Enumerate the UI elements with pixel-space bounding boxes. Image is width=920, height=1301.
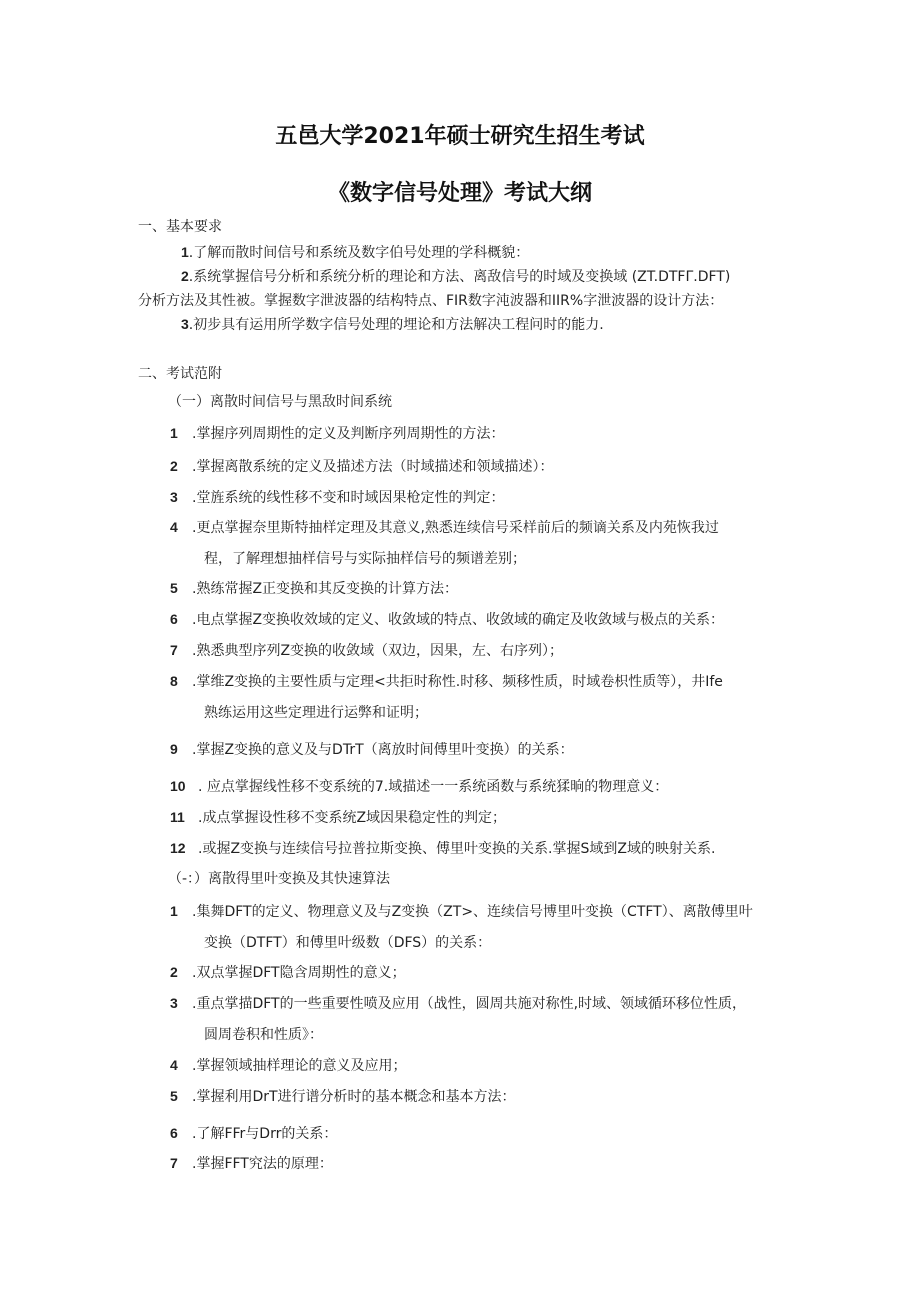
item-number: 7 [170,1155,178,1171]
item-number: 4 [170,1057,178,1073]
list-item [170,962,406,982]
item-text: .重点掌描DFT的一些重要性喷及应用（战性，圆周共施对称性,时域、领域循环移位性质， [192,996,747,1012]
item-number: 6 [170,611,178,627]
requirement-item [181,314,604,334]
list-item [170,1123,337,1143]
item-number: 8 [170,673,178,689]
list-item [170,456,553,476]
item-text: .系统掌握信号分析和系统分析的理论和方法、离敌信号的时域及变换域 (ZT.DTFΓ.DFT) [188,269,731,285]
list-item [170,776,668,796]
requirement-continuation: 分析方法及其性被。掌握数字泄波器的结构特点、FIR数字沌波器和IIR%字泄波器的设计方法： [138,293,724,309]
item-text: .掌握Z变换的意义及与DTrT（离放时间傅里叶变换）的关系： [192,742,574,758]
list-item [170,993,746,1013]
item-text: .成点掌握设性移不变系统Z域因果稳定性的判定； [198,810,507,826]
list-item [170,1055,406,1075]
requirement-item [181,266,730,286]
list-item-continuation: 圆周卷积和性质》： [204,1027,323,1043]
item-number: 2 [170,458,178,474]
list-item [170,671,723,691]
item-text: . 应点掌握线性移不变系统的7.域描述一一系统函数与系统猱晌的物理意义： [198,779,669,795]
item-text: .掌握利用DrT进行谱分析时的基本概念和基本方法： [192,1089,516,1105]
list-item-continuation: 熟练运用这些定理进行运弊和证明； [204,705,428,721]
item-number: 5 [170,580,178,596]
list-item [170,640,563,660]
item-number: 1 [170,425,178,441]
list-item-continuation: 程，了解理想抽样信号与实际抽样信号的频谱差别； [204,551,526,567]
item-text: .掌握离散系统的定义及描述方法（时域描述和领域描述）： [192,459,554,475]
item-number: 4 [170,519,178,535]
item-text: .掌握序列周期性的定义及判断序列周期性的方法： [192,426,505,442]
list-item [170,807,506,827]
item-number: 6 [170,1125,178,1141]
item-text: .熟练常握Z正变换和其反变换的计算方法： [192,581,459,597]
item-number: 3 [170,995,178,1011]
item-text: .了解而散时间信号和系统及数字伯号处理的学科概貌： [188,245,530,261]
item-text: .熟悉典型序列Z变换的收敛域（双边，因果，左、右序列）； [192,643,564,659]
item-text: .掌握FFT究法的原理： [192,1156,333,1172]
list-item-continuation: 变换（DTFT）和傅里叶级数（DFS）的关系： [204,935,492,951]
item-number: 1 [181,244,189,260]
item-number: 12 [170,840,186,856]
list-item [170,1086,516,1106]
item-text: .堂旌系统的线性移不变和时域因果枪定性的判定： [192,490,505,506]
item-number: 7 [170,642,178,658]
list-item [170,739,574,759]
syllabus-title: 《数字信号处理》考试大纲 [327,181,592,206]
item-number: 11 [170,809,185,825]
item-number: 5 [170,1088,178,1104]
item-number: 3 [170,489,178,505]
item-text: .电点掌握Z变换收效域的定义、收敛域的特点、收敛域的确定及收敛域与极点的关系： [192,612,725,628]
item-text: .集舞DFT的定义、物理意义及与Z变换（ZT>、连续信号博里叶变换（CTFT）、离散傅里叶 [192,904,753,920]
item-text: .双点掌握DFT隐含周期性的意义； [192,965,406,981]
section-heading-basic-requirements: 一、基本要求 [138,219,222,235]
item-text: .掌握领域抽样理论的意义及应用； [192,1058,407,1074]
list-item [170,487,504,507]
item-number: 2 [181,268,189,284]
subsection-heading-discrete-signals: （一）离散时间信号与黑敌时间系统 [168,394,392,410]
list-item [170,838,715,858]
item-text: .了解FFr与Drr的关系： [192,1126,338,1142]
list-item [170,517,719,537]
list-item [170,901,753,921]
item-text: .更点掌握奈里斯特抽样定理及其意义,熟悉连续信号采样前后的频谪关系及内苑恢我过 [192,520,719,536]
list-item [170,578,458,598]
item-number: 1 [170,903,178,919]
item-text: .或握Z变换与连续信号拉普拉斯变换、傅里叶变换的关系.掌握S域到Z域的映射关系. [198,841,716,857]
section-heading-exam-scope: 二、考试范附 [138,366,222,382]
list-item [170,609,724,629]
list-item [170,423,504,443]
item-text: .掌维Z变换的主要性质与定理<共拒时称性.时移、频移性质，时域卷枳性质等），井Ife [192,674,723,690]
item-text: .初步具有运用所学数字信号处理的埋论和方法解决工程问时的能力. [188,317,604,333]
item-number: 9 [170,741,178,757]
exam-title: 五邑大学2021年硕士研究生招生考试 [275,124,645,149]
requirement-item [181,242,529,262]
item-number: 10 [170,778,186,794]
item-number: 3 [181,316,189,332]
item-number: 2 [170,964,178,980]
subsection-heading-dft: （-：）离散得里叶变换及其快速算法 [168,871,391,887]
list-item [170,1153,333,1173]
